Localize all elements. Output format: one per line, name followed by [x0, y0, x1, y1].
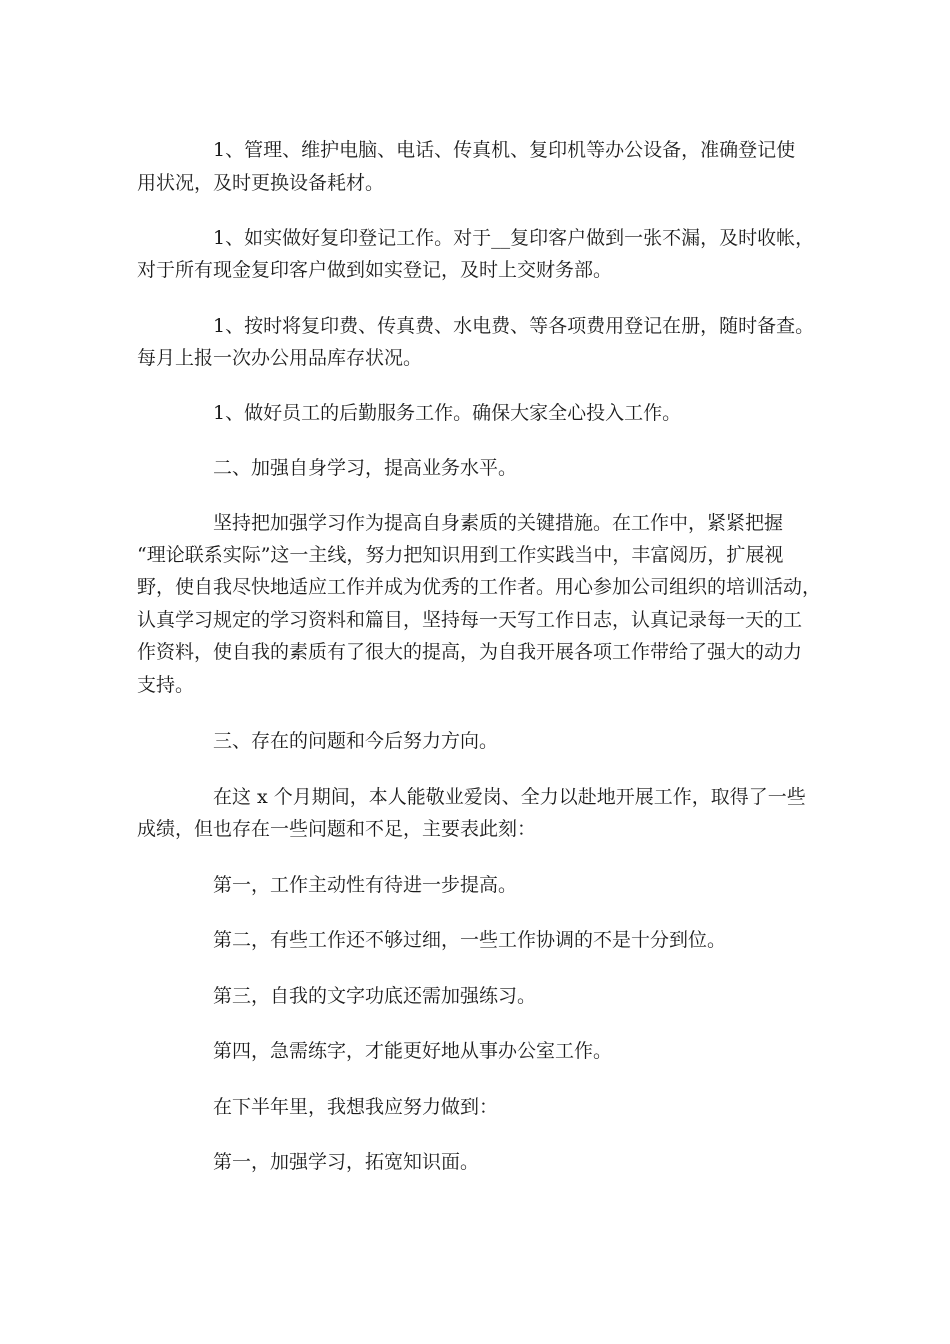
list-item: 第二，有些工作还不够过细，一些工作协调的不是十分到位。 [213, 929, 727, 951]
paragraph-line: 在下半年里，我想我应努力做到： [213, 1096, 499, 1118]
list-item: 第三，自我的文字功底还需加强练习。 [213, 985, 537, 1007]
paragraph-line: 用状况，及时更换设备耗材。 [137, 172, 385, 194]
paragraph-line: “理论联系实际”这一主线，努力把知识用到工作实践当中，丰富阅历，扩展视 [137, 544, 784, 566]
paragraph-line: 认真学习规定的学习资料和篇目，坚持每一天写工作日志，认真记录每一天的工 [137, 609, 803, 631]
paragraph-line: 1、按时将复印费、传真费、水电费、等各项费用登记在册，随时备查。 [213, 315, 815, 337]
section-heading: 三、存在的问题和今后努力方向。 [213, 730, 499, 752]
paragraph-line: 成绩，但也存在一些问题和不足，主要表此刻： [137, 818, 537, 840]
list-item: 第四，急需练字，才能更好地从事办公室工作。 [213, 1040, 613, 1062]
paragraph-line: 作资料，使自我的素质有了很大的提高，为自我开展各项工作带给了强大的动力 [137, 641, 803, 663]
paragraph-line: 每月上报一次办公用品库存状况。 [137, 347, 423, 369]
paragraph-line: 1、做好员工的后勤服务工作。确保大家全心投入工作。 [213, 402, 682, 424]
paragraph-line: 野，使自我尽快地适应工作并成为优秀的工作者。用心参加公司组织的培训活动， [137, 576, 822, 598]
paragraph-line: 1、如实做好复印登记工作。对于__复印客户做到一张不漏，及时收帐， [213, 227, 815, 249]
paragraph-line: 对于所有现金复印客户做到如实登记，及时上交财务部。 [137, 259, 613, 281]
list-item: 第一，工作主动性有待进一步提高。 [213, 874, 518, 896]
paragraph-line: 支持。 [137, 674, 195, 696]
paragraph-line: 1、管理、维护电脑、电话、传真机、复印机等办公设备，准确登记使 [213, 139, 796, 161]
section-heading: 二、加强自身学习，提高业务水平。 [213, 457, 518, 479]
paragraph-line: 坚持把加强学习作为提高自身素质的关键措施。在工作中，紧紧把握 [213, 512, 784, 534]
paragraph-line: 在这 x 个月期间，本人能敬业爱岗、全力以赴地开展工作，取得了一些 [213, 786, 806, 808]
list-item: 第一，加强学习，拓宽知识面。 [213, 1151, 480, 1173]
